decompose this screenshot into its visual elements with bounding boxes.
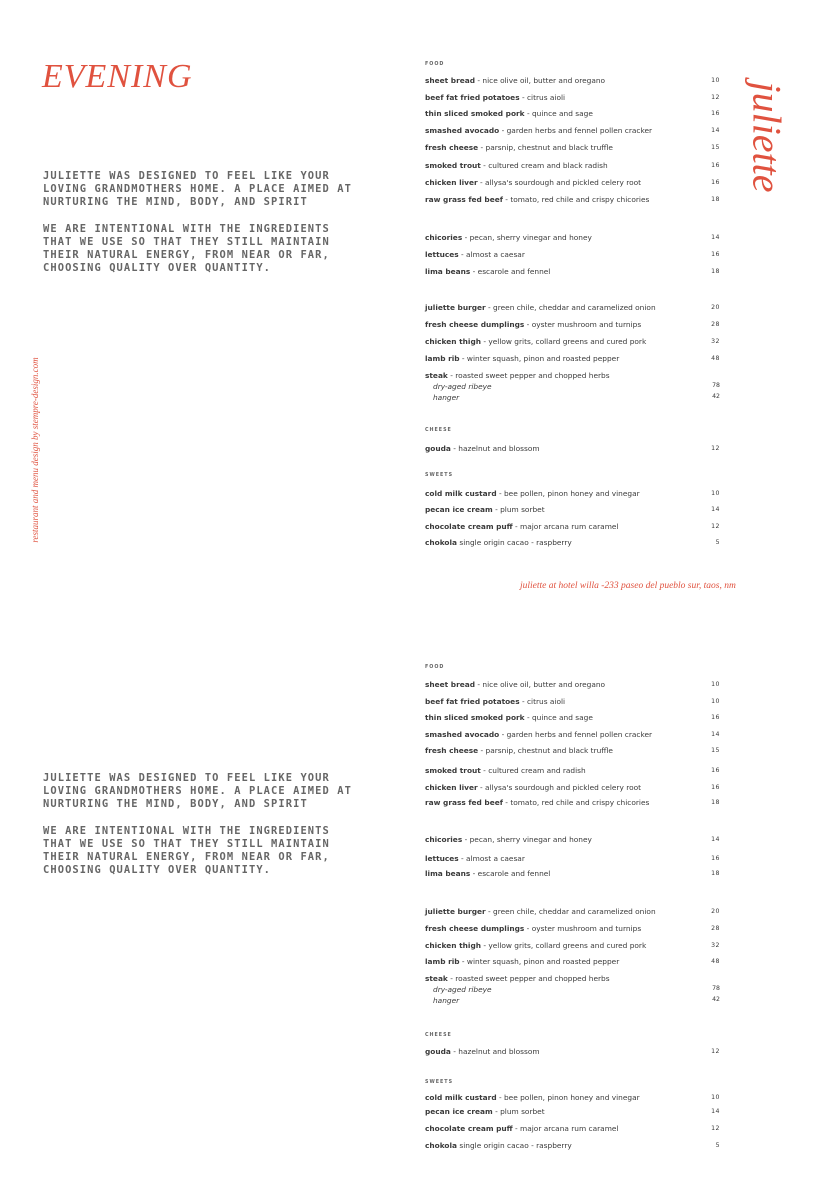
item-description	[425, 126, 652, 135]
section-label-sweets: SWEETS	[425, 473, 454, 478]
menu-item-food	[425, 697, 720, 707]
menu-item-food	[425, 195, 720, 205]
menu-item-food	[425, 766, 720, 776]
item-name: lima beans	[425, 869, 471, 878]
item-price: 12	[711, 1048, 720, 1055]
item-description	[425, 233, 592, 242]
item-details: - cultured cream and black radish	[480, 161, 608, 170]
steak-option	[433, 393, 720, 403]
item-details: - nice olive oil, butter and oregano	[475, 680, 606, 689]
steak-option	[433, 382, 720, 392]
item-name: juliette burger	[425, 303, 486, 312]
menu-item-cheese	[425, 1047, 720, 1057]
item-name: smashed avocado	[425, 730, 500, 739]
item-description	[425, 907, 656, 916]
menu-item-food	[425, 143, 720, 153]
item-description	[425, 354, 619, 363]
menu-item-salad	[425, 233, 720, 243]
item-price: 12	[711, 94, 720, 101]
item-name: pecan ice cream	[425, 505, 493, 514]
item-description	[425, 76, 605, 85]
item-details: - plum sorbet	[492, 1107, 545, 1116]
item-details: - pecan, sherry vinegar and honey	[462, 835, 592, 844]
item-price: 28	[711, 321, 720, 328]
steak-option-price: 78	[712, 382, 720, 389]
item-details: - garden herbs and fennel pollen cracker	[499, 126, 653, 135]
logo-text: juliette	[744, 81, 790, 193]
item-details: - escarole and fennel	[470, 869, 551, 878]
item-name: cold milk custard	[425, 489, 497, 498]
item-details: single origin cacao - raspberry	[457, 1141, 572, 1150]
steak-option	[433, 996, 720, 1006]
item-details: - citrus aioli	[519, 697, 566, 706]
intro-text-1	[43, 170, 363, 289]
item-name: raw grass fed beef	[425, 798, 503, 807]
item-price: 18	[711, 196, 720, 203]
menu-item-salad	[425, 267, 720, 277]
menu-item-food	[425, 783, 720, 793]
item-description	[425, 746, 613, 755]
intro-paragraph-grandmother: JULIETTE WAS DESIGNED TO FEEL LIKE YOUR LOVING GRANDMOTHERS HOME. A PLACE AIMED AT NURTURING THE MIND, BODY, AND SPIRIT	[43, 772, 352, 810]
item-price: 32	[711, 338, 720, 345]
steak-option-name: dry-aged ribeye	[433, 382, 492, 391]
item-description	[425, 1107, 545, 1116]
item-description	[425, 303, 656, 312]
item-price: 14	[711, 731, 720, 738]
item-description	[425, 766, 586, 775]
item-details: - winter squash, pinon and roasted pepper	[459, 957, 620, 966]
item-description	[425, 522, 619, 531]
item-details: - bee pollen, pinon honey and vinegar	[496, 1093, 640, 1102]
item-price: 5	[715, 539, 720, 546]
item-description	[425, 730, 652, 739]
intro-paragraph-ingredients: WE ARE INTENTIONAL WITH THE INGREDIENTS THAT WE USE SO THAT THEY STILL MAINTAIN THEIR NATURAL ENERGY, FROM NEAR OR FAR, CHOOSING QUALITY OVER QUANTITY.	[43, 825, 330, 876]
item-name: lima beans	[425, 267, 471, 276]
menu-item-sweet	[425, 489, 720, 499]
item-name: chicken liver	[425, 783, 478, 792]
menu-item-main	[425, 974, 720, 984]
item-description	[425, 337, 646, 346]
section-label-cheese: CHEESE	[425, 1033, 452, 1038]
intro-paragraph-grandmother: JULIETTE WAS DESIGNED TO FEEL LIKE YOUR LOVING GRANDMOTHERS HOME. A PLACE AIMED AT NURTURING THE MIND, BODY, AND SPIRIT	[43, 170, 352, 208]
item-price: 5	[715, 1142, 720, 1149]
item-price: 10	[711, 490, 720, 497]
steak-option	[433, 985, 720, 995]
item-details: - oyster mushroom and turnips	[524, 924, 642, 933]
item-price: 10	[711, 1094, 720, 1101]
item-price: 12	[711, 1125, 720, 1132]
menu-item-sweet	[425, 522, 720, 532]
item-price: 32	[711, 942, 720, 949]
item-name: lettuces	[425, 854, 459, 863]
item-details: - pecan, sherry vinegar and honey	[462, 233, 592, 242]
item-description	[425, 697, 565, 706]
item-details: - major arcana rum caramel	[512, 1124, 619, 1133]
item-details: - major arcana rum caramel	[512, 522, 619, 531]
item-details: - parsnip, chestnut and black truffle	[478, 143, 613, 152]
item-description	[425, 974, 610, 983]
item-description	[425, 924, 641, 933]
item-name: beef fat fried potatoes	[425, 93, 520, 102]
menu-item-food	[425, 680, 720, 690]
item-description	[425, 869, 550, 878]
item-price: 16	[711, 110, 720, 117]
item-details: - cultured cream and radish	[480, 766, 586, 775]
item-name: juliette burger	[425, 907, 486, 916]
menu-item-main	[425, 371, 720, 381]
steak-option-price: 42	[712, 393, 720, 400]
item-details: - green chile, cheddar and caramelized onion	[485, 303, 656, 312]
item-details: - quince and sage	[524, 713, 593, 722]
item-price: 10	[711, 681, 720, 688]
item-description	[425, 250, 525, 259]
item-details: - yellow grits, collard greens and cured pork	[481, 941, 647, 950]
menu-item-sweet	[425, 1141, 720, 1151]
item-name: chicories	[425, 835, 463, 844]
item-price: 15	[711, 144, 720, 151]
item-details: - bee pollen, pinon honey and vinegar	[496, 489, 640, 498]
menu-item-main	[425, 320, 720, 330]
menu-item-food	[425, 109, 720, 119]
menu-item-sweet	[425, 505, 720, 515]
item-name: chicories	[425, 233, 463, 242]
item-description	[425, 1093, 640, 1102]
item-details: - nice olive oil, butter and oregano	[475, 76, 606, 85]
item-details: - roasted sweet pepper and chopped herbs	[447, 371, 610, 380]
steak-option-price: 78	[712, 985, 720, 992]
item-name: chokola	[425, 1141, 458, 1150]
item-name: gouda	[425, 1047, 451, 1056]
item-name: chocolate cream puff	[425, 522, 513, 531]
section-label-food: FOOD	[425, 665, 445, 670]
item-details: - almost a caesar	[458, 854, 525, 863]
item-price: 14	[711, 836, 720, 843]
menu-item-food	[425, 126, 720, 136]
item-description	[425, 444, 540, 453]
item-description	[425, 93, 565, 102]
item-description	[425, 1124, 619, 1133]
item-price: 48	[711, 355, 720, 362]
menu-item-food	[425, 161, 720, 171]
item-name: fresh cheese	[425, 746, 479, 755]
item-details: - citrus aioli	[519, 93, 566, 102]
item-name: chicken thigh	[425, 941, 481, 950]
menu-item-cheese	[425, 444, 720, 454]
section-label-cheese: CHEESE	[425, 428, 452, 433]
item-price: 28	[711, 925, 720, 932]
item-name: smoked trout	[425, 161, 481, 170]
item-name: lamb rib	[425, 354, 460, 363]
intro-paragraph-ingredients: WE ARE INTENTIONAL WITH THE INGREDIENTS THAT WE USE SO THAT THEY STILL MAINTAIN THEIR NATURAL ENERGY, FROM NEAR OR FAR, CHOOSING QUALITY OVER QUANTITY.	[43, 223, 330, 274]
item-price: 20	[711, 908, 720, 915]
steak-option-name: dry-aged ribeye	[433, 985, 492, 994]
item-name: fresh cheese dumplings	[425, 320, 525, 329]
item-description	[425, 538, 572, 547]
item-price: 16	[711, 162, 720, 169]
item-description	[425, 178, 641, 187]
menu-item-main	[425, 907, 720, 917]
item-price: 18	[711, 870, 720, 877]
item-name: beef fat fried potatoes	[425, 697, 520, 706]
item-price: 18	[711, 268, 720, 275]
steak-option-name: hanger	[433, 996, 460, 1005]
menu-item-main	[425, 941, 720, 951]
item-name: sheet bread	[425, 76, 476, 85]
menu-item-main	[425, 354, 720, 364]
item-description	[425, 109, 593, 118]
item-name: smoked trout	[425, 766, 481, 775]
item-name: steak	[425, 974, 448, 983]
item-price: 14	[711, 1108, 720, 1115]
item-details: - oyster mushroom and turnips	[524, 320, 642, 329]
item-details: - green chile, cheddar and caramelized onion	[485, 907, 656, 916]
intro-text-2	[43, 772, 363, 891]
item-price: 14	[711, 127, 720, 134]
item-name: chocolate cream puff	[425, 1124, 513, 1133]
item-description	[425, 1141, 572, 1150]
item-name: raw grass fed beef	[425, 195, 503, 204]
item-description	[425, 489, 640, 498]
item-name: chicken thigh	[425, 337, 481, 346]
address-line: juliette at hotel willa -233 paseo del pueblo sur, taos, nm	[520, 581, 736, 591]
item-price: 15	[711, 747, 720, 754]
item-name: lettuces	[425, 250, 459, 259]
menu-item-food	[425, 76, 720, 86]
item-name: fresh cheese dumplings	[425, 924, 525, 933]
item-details: - allysa's sourdough and pickled celery root	[477, 178, 642, 187]
item-description	[425, 941, 646, 950]
item-name: smashed avocado	[425, 126, 500, 135]
menu-item-food	[425, 93, 720, 103]
item-description	[425, 505, 545, 514]
item-name: chokola	[425, 538, 458, 547]
item-name: pecan ice cream	[425, 1107, 493, 1116]
item-name: fresh cheese	[425, 143, 479, 152]
menu-item-food	[425, 713, 720, 723]
menu-item-food	[425, 746, 720, 756]
item-details: - hazelnut and blossom	[450, 1047, 540, 1056]
item-details: - yellow grits, collard greens and cured pork	[481, 337, 647, 346]
menu-item-salad	[425, 835, 720, 845]
menu-item-sweet	[425, 1124, 720, 1134]
item-price: 12	[711, 445, 720, 452]
menu-item-food	[425, 178, 720, 188]
menu-item-salad	[425, 250, 720, 260]
item-name: lamb rib	[425, 957, 460, 966]
item-description	[425, 320, 641, 329]
item-description	[425, 713, 593, 722]
item-description	[425, 1047, 540, 1056]
menu-item-main	[425, 337, 720, 347]
menu-item-main	[425, 924, 720, 934]
item-description	[425, 835, 592, 844]
item-name: thin sliced smoked pork	[425, 109, 525, 118]
item-details: - parsnip, chestnut and black truffle	[478, 746, 613, 755]
item-price: 10	[711, 77, 720, 84]
steak-option-name: hanger	[433, 393, 460, 402]
item-description	[425, 957, 619, 966]
item-price: 16	[711, 855, 720, 862]
item-price: 16	[711, 784, 720, 791]
item-description	[425, 783, 641, 792]
item-description	[425, 854, 525, 863]
item-details: single origin cacao - raspberry	[457, 538, 572, 547]
menu-item-sweet	[425, 538, 720, 548]
item-name: chicken liver	[425, 178, 478, 187]
steak-option-price: 42	[712, 996, 720, 1003]
item-description	[425, 267, 550, 276]
item-price: 16	[711, 714, 720, 721]
item-price: 12	[711, 523, 720, 530]
menu-item-sweet	[425, 1093, 720, 1103]
item-price: 48	[711, 958, 720, 965]
item-name: sheet bread	[425, 680, 476, 689]
item-description	[425, 195, 649, 204]
menu-item-main	[425, 957, 720, 967]
item-details: - allysa's sourdough and pickled celery root	[477, 783, 642, 792]
menu-item-food	[425, 798, 720, 808]
item-price: 14	[711, 234, 720, 241]
item-price: 16	[711, 251, 720, 258]
item-description	[425, 798, 649, 807]
item-name: steak	[425, 371, 448, 380]
menu-item-sweet	[425, 1107, 720, 1117]
item-price: 18	[711, 799, 720, 806]
page-title: EVENING	[42, 58, 193, 95]
item-details: - tomato, red chile and crispy chicories	[502, 798, 650, 807]
item-details: - tomato, red chile and crispy chicories	[502, 195, 650, 204]
item-details: - hazelnut and blossom	[450, 444, 540, 453]
item-details: - plum sorbet	[492, 505, 545, 514]
item-price: 14	[711, 506, 720, 513]
menu-item-salad	[425, 854, 720, 864]
item-price: 16	[711, 179, 720, 186]
item-price: 16	[711, 767, 720, 774]
item-details: - roasted sweet pepper and chopped herbs	[447, 974, 610, 983]
menu-item-main	[425, 303, 720, 313]
item-description	[425, 680, 605, 689]
menu-item-food	[425, 730, 720, 740]
menu-item-salad	[425, 869, 720, 879]
item-description	[425, 371, 610, 380]
design-credit-text: restaurant and menu design by stempre-design.com	[30, 357, 40, 543]
item-name: cold milk custard	[425, 1093, 497, 1102]
item-details: - garden herbs and fennel pollen cracker	[499, 730, 653, 739]
item-price: 20	[711, 304, 720, 311]
item-details: - escarole and fennel	[470, 267, 551, 276]
item-details: - winter squash, pinon and roasted pepper	[459, 354, 620, 363]
section-label-food: FOOD	[425, 62, 445, 67]
item-details: - almost a caesar	[458, 250, 525, 259]
item-description	[425, 143, 613, 152]
item-name: thin sliced smoked pork	[425, 713, 525, 722]
section-label-sweets: SWEETS	[425, 1080, 454, 1085]
item-details: - quince and sage	[524, 109, 593, 118]
item-description	[425, 161, 608, 170]
item-price: 10	[711, 698, 720, 705]
design-credit	[30, 357, 45, 543]
item-name: gouda	[425, 444, 451, 453]
juliette-logo	[744, 62, 790, 212]
